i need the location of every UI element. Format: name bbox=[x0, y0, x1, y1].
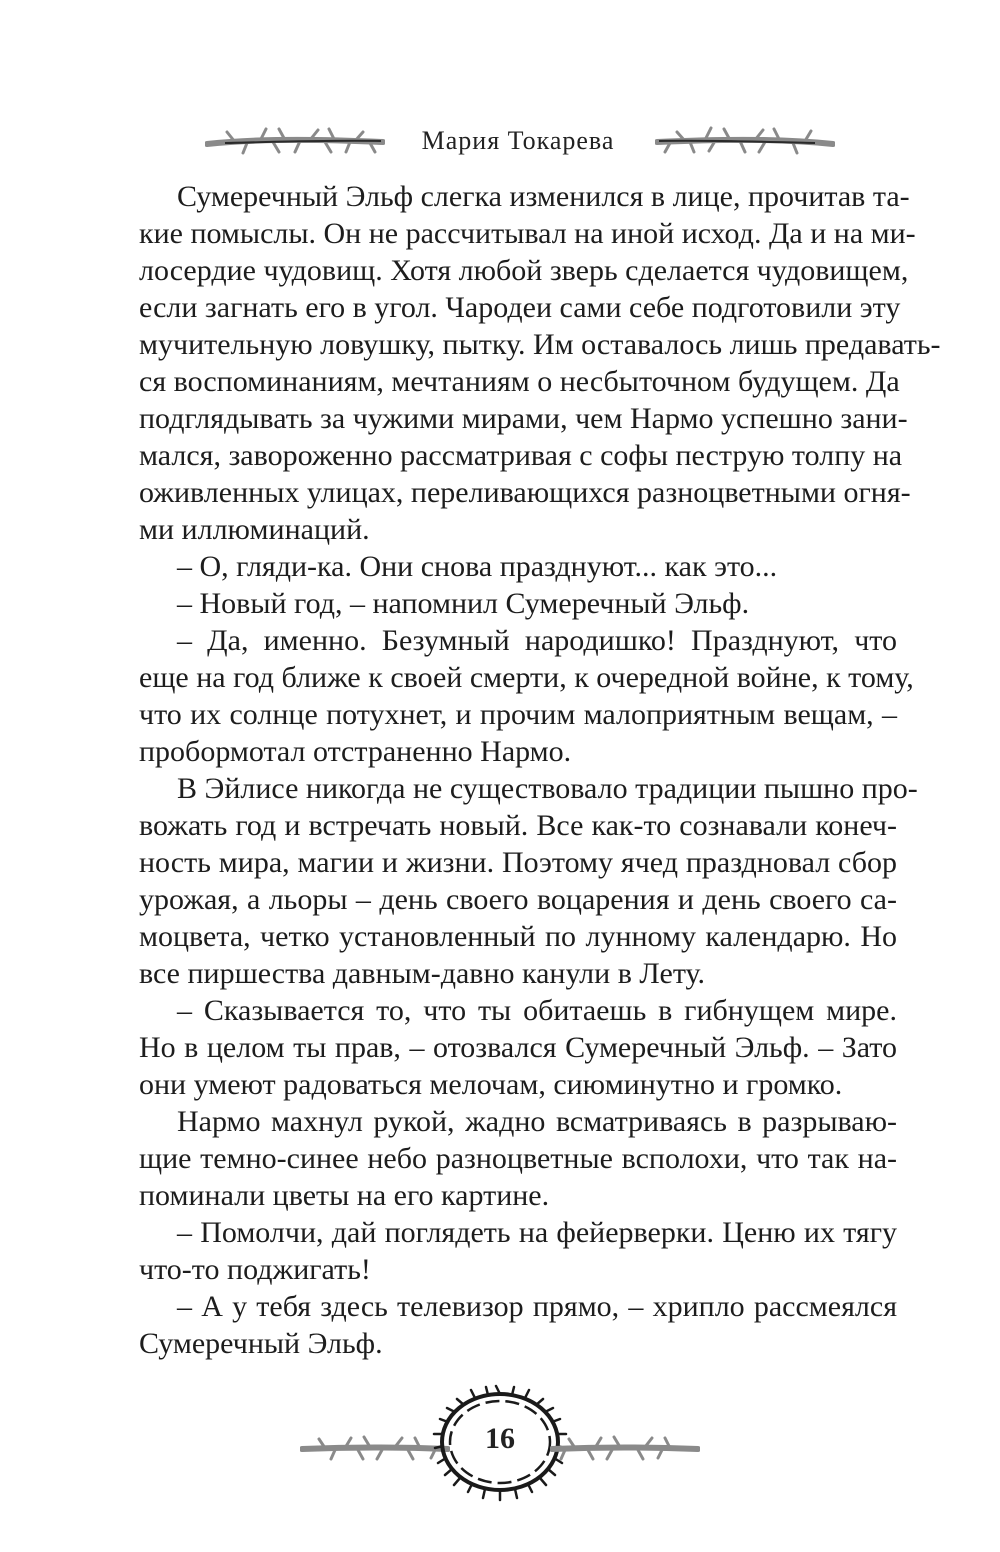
page-number: 16 bbox=[485, 1422, 515, 1455]
text-line: В Эйлисе никогда не существовало традиции пышно про- bbox=[177, 772, 918, 805]
text-line: урожая, а льоры – день своего воцарения и день своего са- bbox=[139, 883, 897, 916]
paragraph bbox=[139, 1214, 897, 1288]
paragraph bbox=[177, 548, 897, 585]
text-line: еще на год ближе к своей смерти, к очередной войне, к тому, bbox=[139, 661, 914, 694]
text-line: кие помыслы. Он не рассчитывал на иной исход. Да и на ми- bbox=[139, 217, 916, 250]
text-line: Но в целом ты прав, – отозвался Сумеречный Эльф. – Зато bbox=[139, 1031, 897, 1064]
author-name bbox=[390, 116, 646, 166]
text-line: ми иллюминаций. bbox=[139, 513, 370, 546]
paragraph bbox=[139, 178, 941, 548]
text-line: – Сказывается то, что ты обитаешь в гибнущем мире. bbox=[177, 994, 897, 1027]
author-last-name: Токарева bbox=[507, 126, 615, 155]
text-line: Сумеречный Эльф. bbox=[139, 1327, 383, 1360]
text-line: щие темно-синее небо разноцветные всполохи, что так на- bbox=[139, 1142, 897, 1175]
thorn-ornament-right-icon bbox=[655, 126, 835, 160]
text-line: мучительную ловушку, пытку. Им оставалось лишь предавать- bbox=[139, 328, 941, 361]
text-line: вожать год и встречать новый. Все как-то сознавали конеч- bbox=[139, 809, 897, 842]
text-line: моцвета, четко установленный по лунному календарю. Но bbox=[139, 920, 897, 953]
text-line: они умеют радоваться мелочам, сиюминутно и громко. bbox=[139, 1068, 843, 1101]
text-line: Сумеречный Эльф слегка изменился в лице, прочитав та- bbox=[177, 180, 910, 213]
text-line: Нармо махнул рукой, жадно всматриваясь в разрываю- bbox=[177, 1105, 897, 1138]
body-text bbox=[139, 178, 941, 1362]
text-line: пробормотал отстраненно Нармо. bbox=[139, 735, 572, 768]
text-line: что их солнце потухнет, и прочим малоприятным вещам, – bbox=[139, 698, 897, 731]
page-footer bbox=[0, 1382, 1000, 1522]
thorn-ornament-footer-right-icon bbox=[550, 1434, 700, 1464]
paragraph bbox=[139, 622, 914, 770]
text-line: поминали цветы на его картине. bbox=[139, 1179, 550, 1212]
text-line: ность мира, магии и жизни. Поэтому ячед праздновал сбор bbox=[139, 846, 897, 879]
text-line: – А у тебя здесь телевизор прямо, – хрипло рассмеялся bbox=[177, 1290, 897, 1323]
text-line: – Да, именно. Безумный народишко! Празднуют, что bbox=[177, 624, 897, 657]
text-line: что-то поджигать! bbox=[139, 1253, 371, 1286]
text-line: оживленных улицах, переливающихся разноцветными огня- bbox=[139, 476, 911, 509]
text-line: подглядывать за чужими мирами, чем Нармо успешно зани- bbox=[139, 402, 908, 435]
text-line: если загнать его в угол. Чародеи сами себе подготовили эту bbox=[139, 291, 901, 324]
paragraph bbox=[139, 992, 897, 1103]
text-line: все пиршества давным-давно канули в Лету. bbox=[139, 957, 706, 990]
thorn-ornament-footer-left-icon bbox=[300, 1434, 450, 1464]
paragraph bbox=[177, 585, 897, 622]
text-line: ся воспоминаниям, мечтаниям о несбыточном будущем. Да bbox=[139, 365, 900, 398]
text-line: – Новый год, – напомнил Сумеречный Эльф. bbox=[177, 587, 750, 620]
text-line: мался, завороженно рассматривая с софы пеструю толпу на bbox=[139, 439, 903, 472]
running-header bbox=[0, 116, 1000, 166]
text-line: – О, гляди-ка. Они снова празднуют... как это... bbox=[177, 550, 778, 583]
paragraph bbox=[139, 1103, 897, 1214]
thorn-ornament-left-icon bbox=[205, 126, 385, 160]
text-line: лосердие чудовищ. Хотя любой зверь сделается чудовищем, bbox=[139, 254, 909, 287]
author-first-name: Мария bbox=[421, 126, 501, 155]
text-line: – Помолчи, дай поглядеть на фейерверки. Ценю их тягу bbox=[177, 1216, 897, 1249]
paragraph bbox=[139, 770, 918, 992]
paragraph bbox=[139, 1288, 897, 1362]
